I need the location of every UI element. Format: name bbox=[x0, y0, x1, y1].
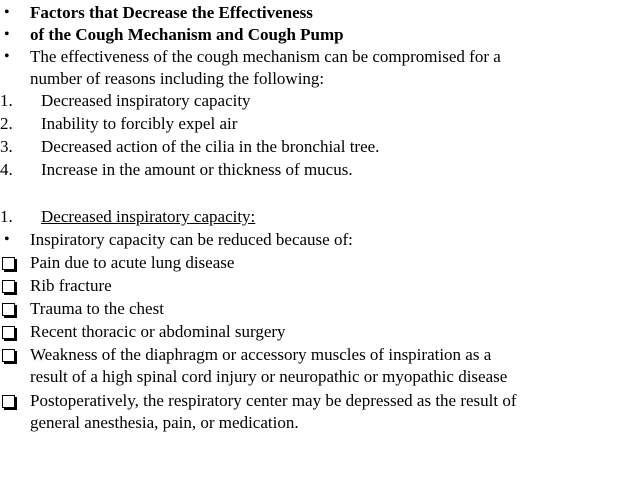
checkbox-bullet-icon bbox=[2, 257, 15, 270]
intro-text: The effectiveness of the cough mechanism can be compromised for a bbox=[30, 47, 501, 66]
list-number: 2. bbox=[0, 114, 13, 133]
reason-text: Increase in the amount or thickness of mucus. bbox=[41, 160, 353, 179]
bullet-marker: • bbox=[4, 26, 10, 43]
slide-title-part-1: Factors that Decrease the Effectiveness bbox=[30, 3, 313, 22]
section-heading-text: Decreased inspiratory capacity: bbox=[41, 207, 256, 226]
checkbox-bullet-icon bbox=[2, 280, 15, 293]
cause-text: Recent thoracic or abdominal surgery bbox=[30, 322, 286, 341]
checkbox-bullet-icon bbox=[2, 326, 15, 339]
cause-text: Rib fracture bbox=[30, 276, 112, 295]
list-number: 1. bbox=[0, 91, 13, 110]
section-number: 1. bbox=[0, 207, 13, 226]
list-number: 4. bbox=[0, 160, 13, 179]
cause-text: Trauma to the chest bbox=[30, 299, 164, 318]
bullet-marker: • bbox=[4, 48, 10, 65]
reason-text: Inability to forcibly expel air bbox=[41, 114, 238, 133]
list-number: 3. bbox=[0, 137, 13, 156]
bullet-marker: • bbox=[4, 4, 10, 21]
cause-text: Weakness of the diaphragm or accessory muscles of inspiration as a bbox=[30, 345, 492, 364]
cause-text: Postoperatively, the respiratory center may be depressed as the result of bbox=[30, 391, 517, 410]
reason-text: Decreased inspiratory capacity bbox=[41, 91, 251, 110]
bullet-marker: • bbox=[4, 231, 10, 248]
cause-text-continued: general anesthesia, pain, or medication. bbox=[30, 413, 299, 432]
cause-text-continued: result of a high spinal cord injury or neuropathic or myopathic disease bbox=[30, 367, 508, 386]
intro-text-continued: number of reasons including the following: bbox=[30, 69, 325, 88]
section-intro-text: Inspiratory capacity can be reduced because of: bbox=[30, 230, 353, 249]
reason-text: Decreased action of the cilia in the bronchial tree. bbox=[41, 137, 380, 156]
cause-text: Pain due to acute lung disease bbox=[30, 253, 235, 272]
checkbox-bullet-icon bbox=[2, 349, 15, 362]
checkbox-bullet-icon bbox=[2, 303, 15, 316]
checkbox-bullet-icon bbox=[2, 395, 15, 408]
slide-title-part-2: of the Cough Mechanism and Cough Pump bbox=[30, 25, 344, 44]
